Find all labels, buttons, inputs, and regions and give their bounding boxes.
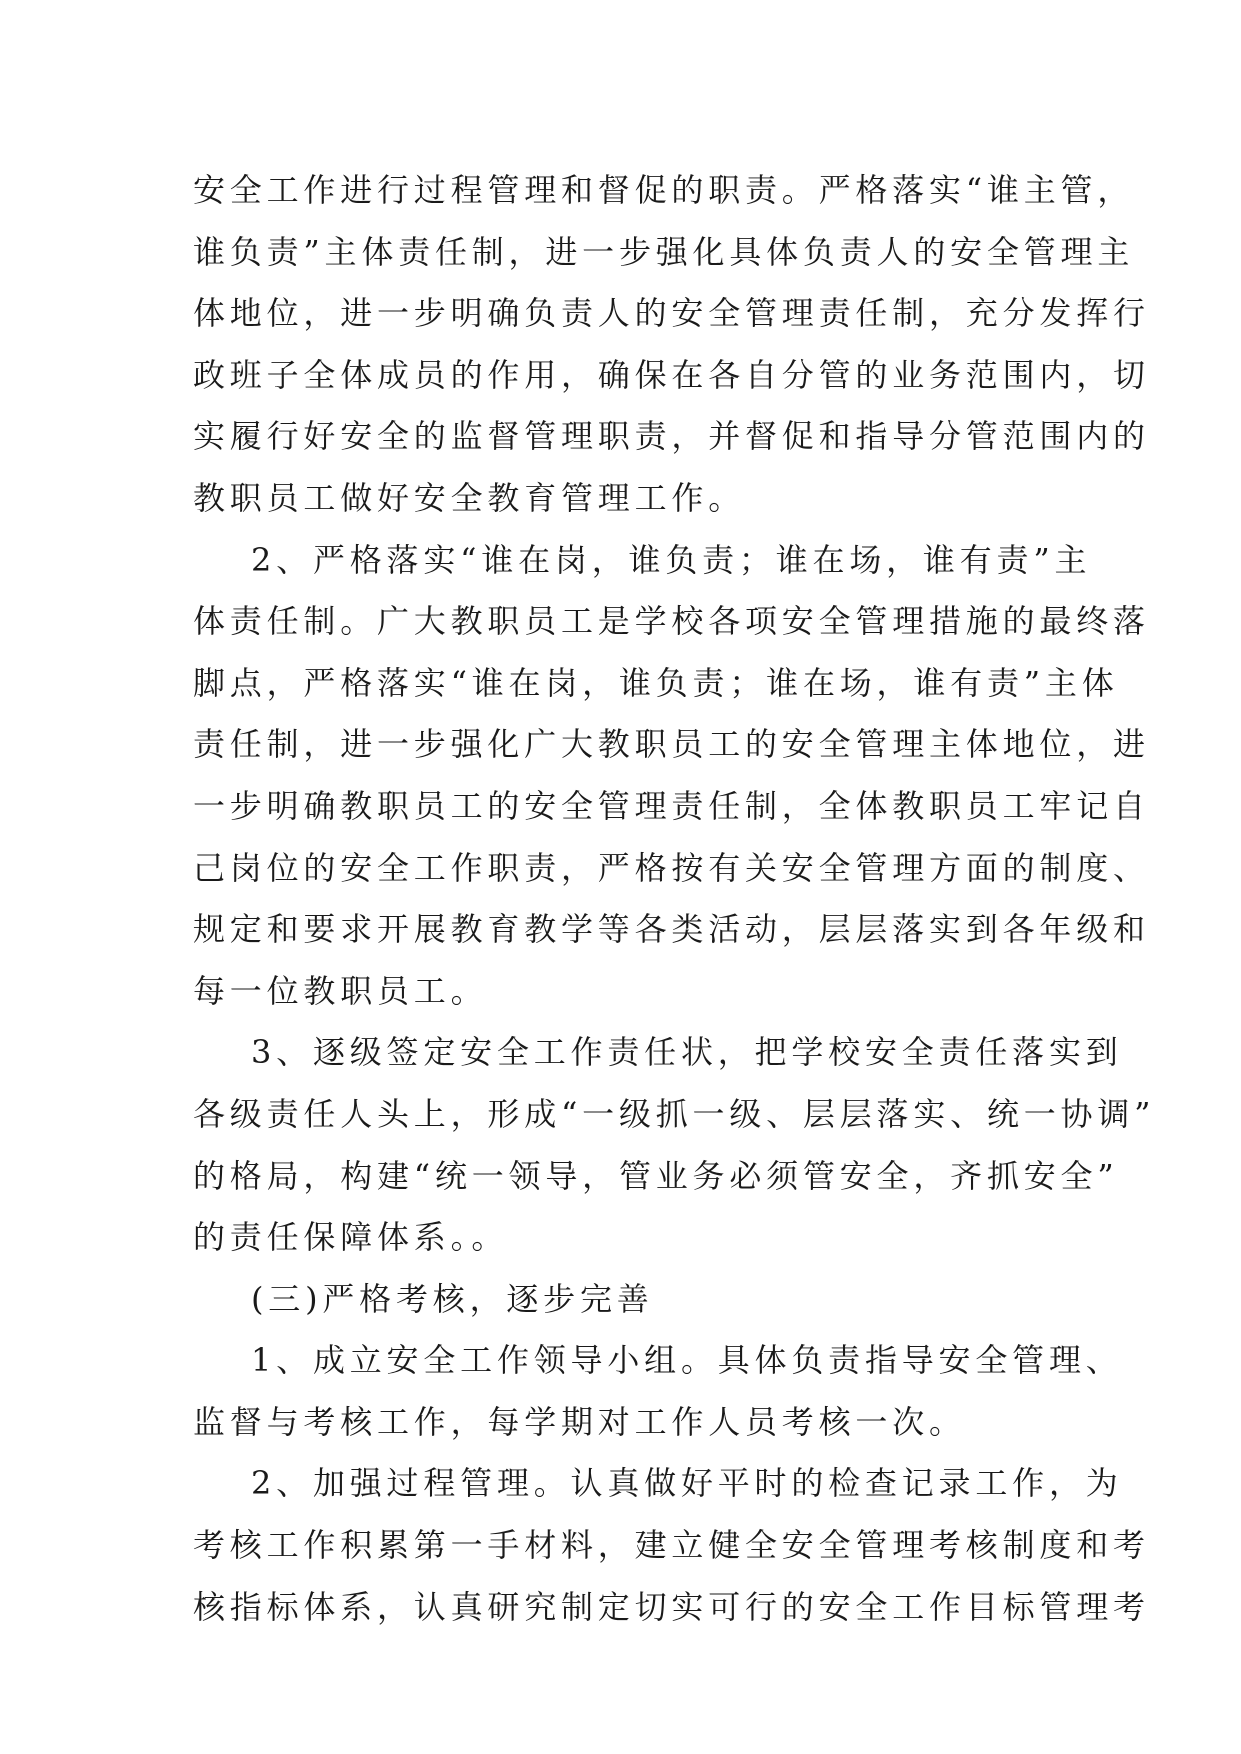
paragraph-first-line: 3、逐级签定安全工作责任状，把学校安全责任落实到 [251,1033,1123,1072]
text-line: 安全工作进行过程管理和督促的职责。严格落实“谁主管， [193,171,1135,209]
paragraph-first-line: (三)严格考核，逐步完善 [251,1279,654,1318]
paragraph-first-line: 2、严格落实“谁在岗，谁负责；谁在场，谁有责”主 [251,540,1092,579]
text-line: 各级责任人头上，形成“一级抓一级、层层落实、统一协调” [193,1094,1156,1133]
text-line: 规定和要求开展教育教学等各类活动，层层落实到各年级和 [193,910,1150,949]
text-line: 体责任制。广大教职员工是学校各项安全管理措施的最终落 [193,602,1150,641]
paragraph-first-line: 2、加强过程管理。认真做好平时的检查记录工作，为 [251,1464,1123,1503]
text-line: 实履行好安全的监督管理职责，并督促和指导分管范围内的 [193,417,1150,456]
text-line: 每一位教职员工。 [193,971,488,1010]
text-line: 脚点，严格落实“谁在岗，谁负责；谁在场，谁有责”主体 [193,663,1119,702]
text-line: 核指标体系，认真研究制定切实可行的安全工作目标管理考 [193,1587,1150,1626]
text-line: 责任制，进一步强化广大教职员工的安全管理主体地位，进 [193,725,1150,764]
text-line: 的责任保障体系。。 [193,1218,509,1257]
text-line: 体地位，进一步明确负责人的安全管理责任制，充分发挥行 [193,294,1150,333]
text-line: 一步明确教职员工的安全管理责任制，全体教职员工牢记自 [193,786,1150,825]
text-line: 教职员工做好安全教育管理工作。 [193,478,746,517]
text-line: 谁负责”主体责任制，进一步强化具体负责人的安全管理主 [193,232,1135,271]
text-line: 政班子全体成员的作用，确保在各自分管的业务范围内，切 [193,355,1150,394]
body-text [193,160,1156,1638]
text-line: 监督与考核工作，每学期对工作人员考核一次。 [193,1402,966,1441]
text-line: 己岗位的安全工作职责，严格按有关安全管理方面的制度、 [193,848,1150,887]
paragraph-first-line: 1、成立安全工作领导小组。具体负责指导安全管理、 [251,1341,1123,1380]
text-line: 考核工作积累第一手材料，建立健全安全管理考核制度和考 [193,1526,1150,1565]
text-line: 的格局，构建“统一领导，管业务必须管安全，齐抓安全” [193,1156,1119,1195]
